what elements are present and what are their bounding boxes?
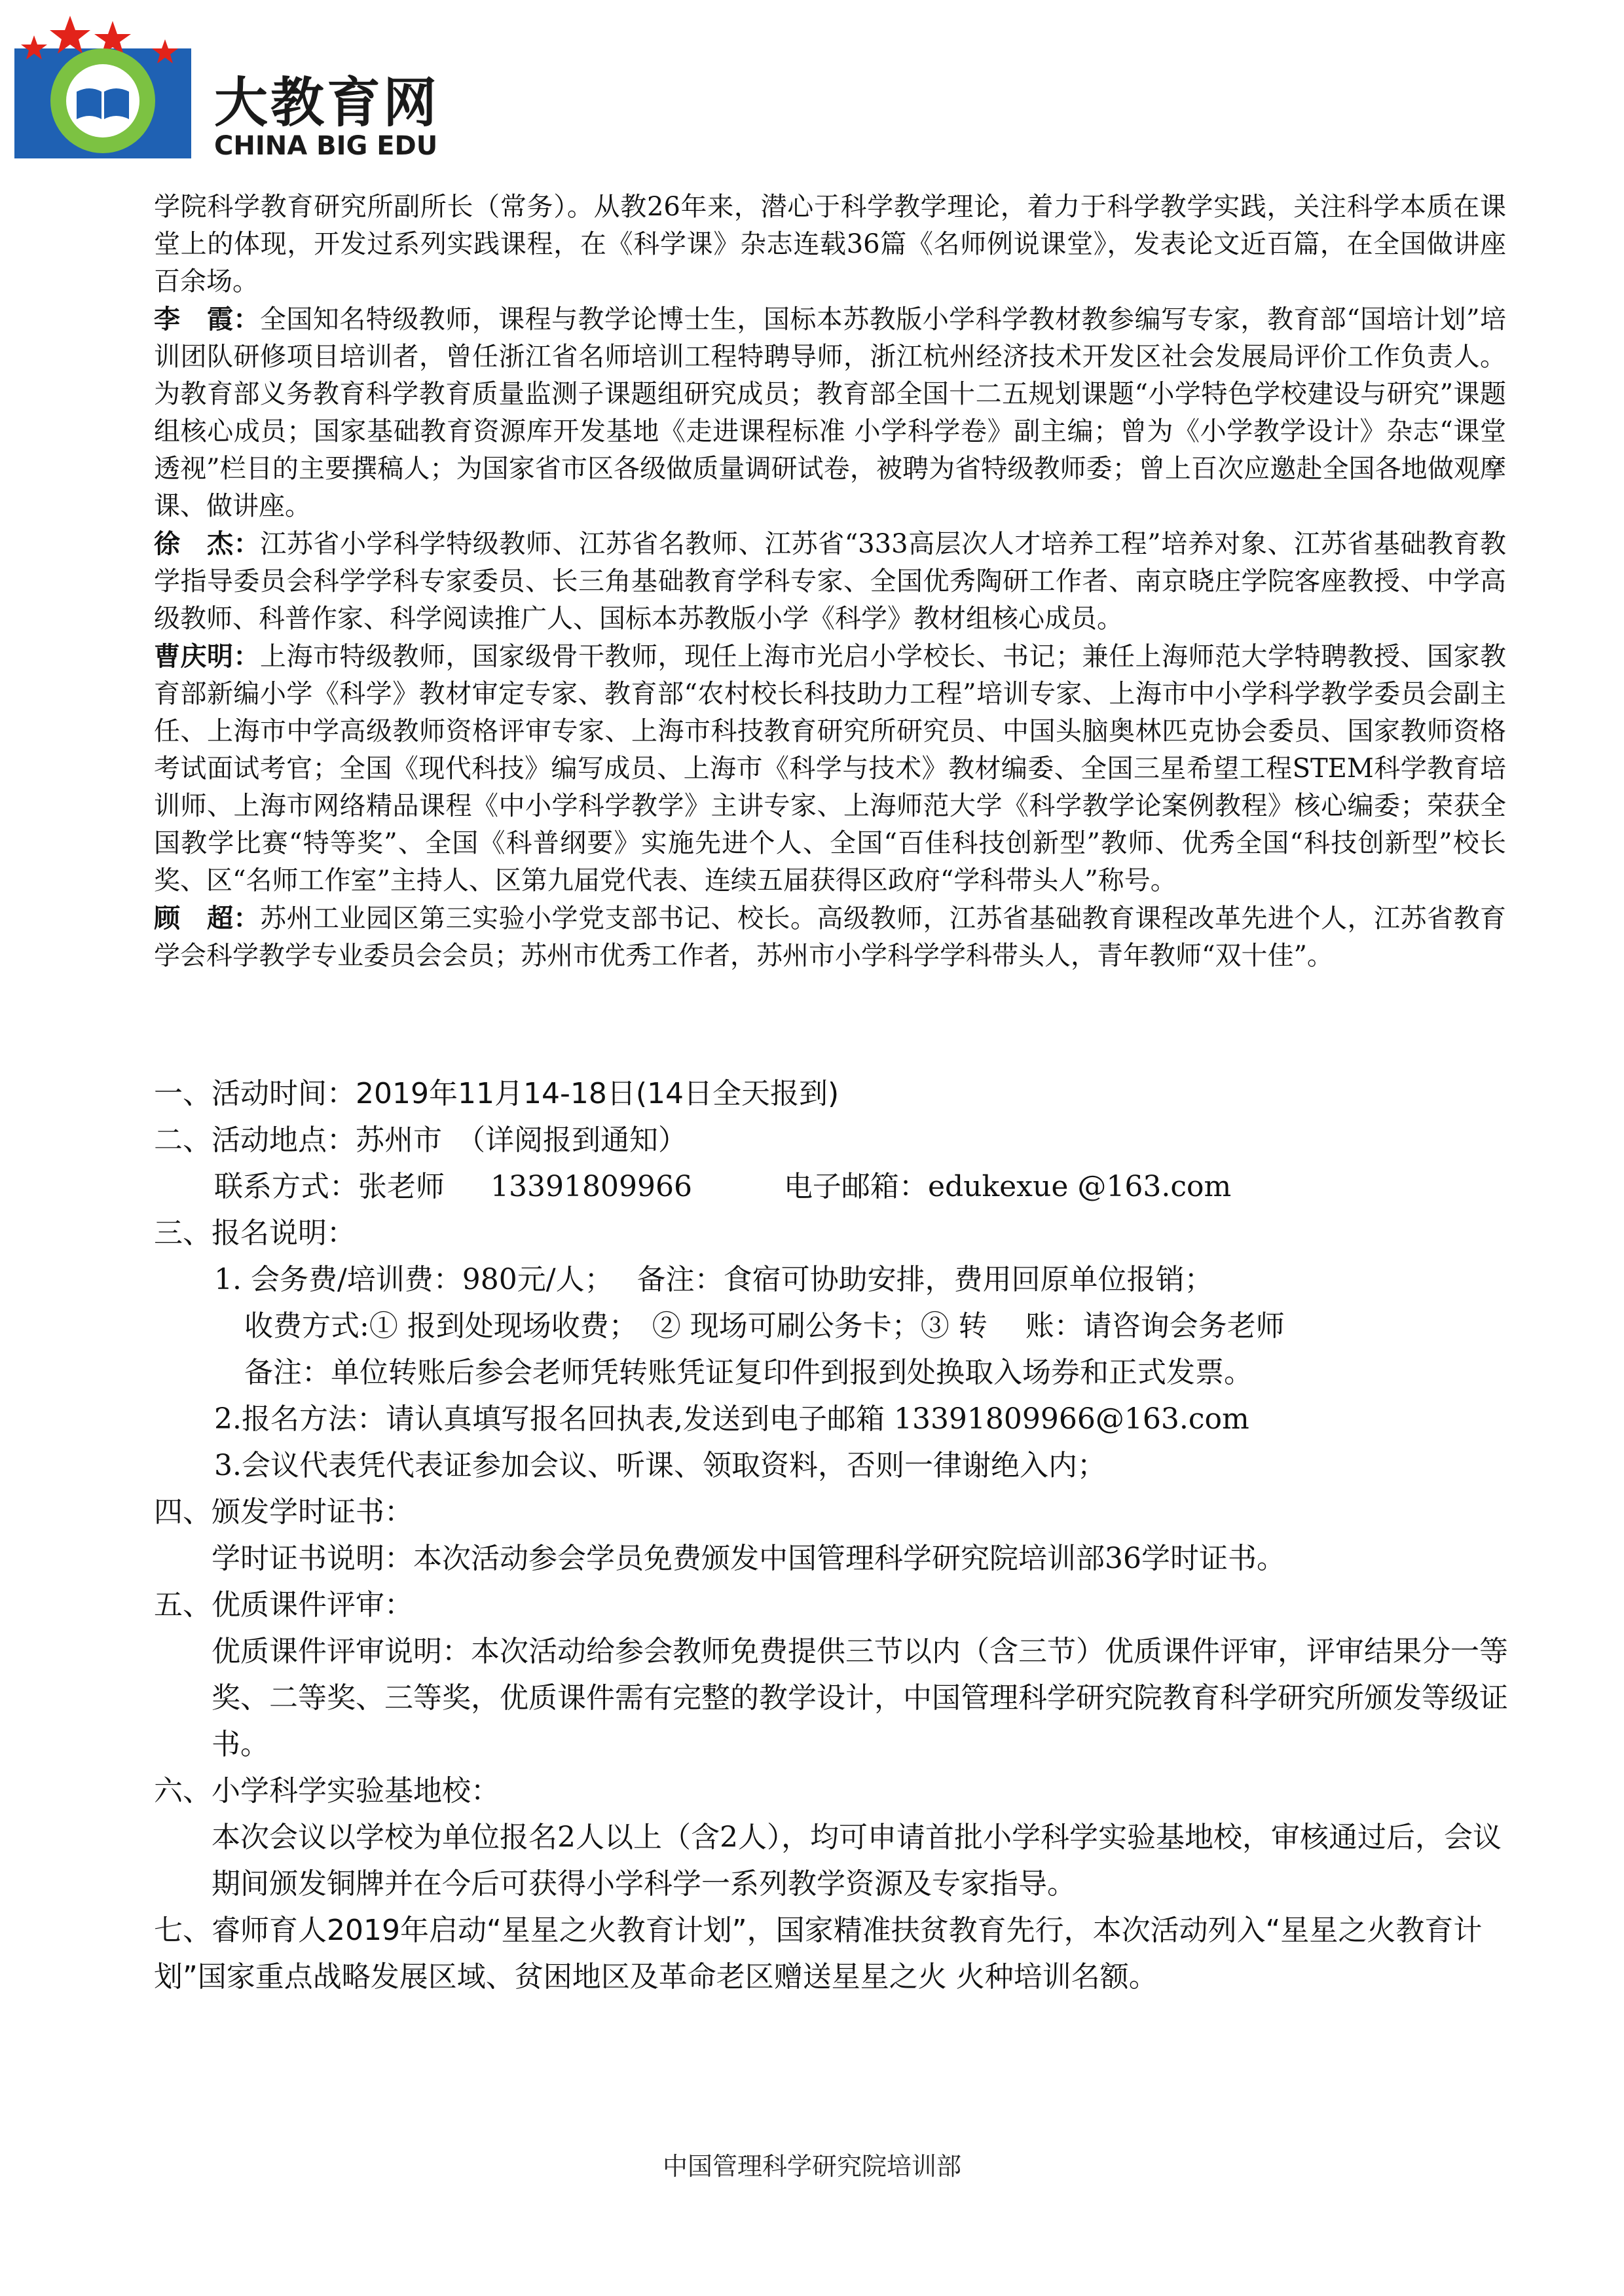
certificate-text: 学时证书说明：本次活动参会学员免费颁发中国管理科学研究院培训部36学时证书。 (212, 1542, 1285, 1575)
bio-item (154, 900, 1506, 975)
courseware-text: 优质课件评审说明：本次活动给参会教师免费提供三节以内（含三节）优质课件评审，评审结果分一等奖、二等奖、三等奖，优质课件需有完整的教学设计，中国管理科学研究院教育科学研究所颁发等级证书。 (212, 1635, 1508, 1761)
section-registration: 三、报名说明： (154, 1216, 356, 1250)
logo (14, 14, 473, 165)
logo-text-en: CHINA BIG EDU (214, 131, 438, 161)
footer-org: 中国管理科学研究院培训部 (662, 2152, 961, 2181)
section-location: 二、活动地点：苏州市 （详阅报到通知） (154, 1123, 687, 1157)
contact-label: 联系方式：张老师 (214, 1170, 445, 1203)
logo-text-cn: 大教育网 (214, 72, 440, 134)
bio-text: 上海市特级教师，国家级骨干教师，现任上海市光启小学校长、书记；兼任上海师范大学特聘教授、国家教育部新编小学《科学》教材审定专家、教育部“农村校长科技助力工程”培训专家、上海市中小学科学教学委员会副主任、上海市中学高级教师资格评审专家、上海市科技教育研究所研究员、中国头脑奥林匹克协会委员、国家教师资格考试面试考官；全国《现代科技》编写成员、上海市《科学与技术》教材编委、全国三星希望工程STEM科学教育培训师、上海市网络精品课程《中小学科学教学》主讲专家、上海师范大学《科学教学论案例教程》核心编委；荣获全国教学比赛“特等奖”、全国《科普纲要》实施先进个人、全国“百佳科技创新型”教师、优秀全国“科技创新型”校长奖、区“名师工作室”主持人、区第九届党代表、连续五届获得区政府“学科带头人”称号。 (154, 642, 1506, 896)
logo-emblem-icon (14, 14, 204, 165)
section-time: 一、活动时间：2019年11月14-18日(14日全天报到) (154, 1077, 840, 1110)
section-spark-plan: 七、睿师育人2019年启动“星星之火教育计划”，国家精准扶贫教育先行，本次活动列入“星星之火教育计划”国家重点战略发展区域、贫困地区及革命老区赠送星星之火 火种培训名额。 (154, 1914, 1483, 1994)
section-courseware: 五、优质课件评审： (154, 1588, 413, 1622)
event-details (154, 1070, 1516, 2000)
bio-name: 曹庆明： (154, 641, 260, 672)
section-base-school: 六、小学科学实验基地校： (154, 1774, 500, 1808)
bio-item (154, 301, 1506, 525)
payment-note: 备注：单位转账后参会老师凭转账凭证复印件到报到处换取入场券和正式发票。 (244, 1356, 1253, 1389)
registration-rule: 3.会议代表凭代表证参加会议、听课、领取资料，否则一律谢绝入内； (214, 1449, 1106, 1482)
bio-text: 全国知名特级教师，课程与教学论博士生，国标本苏教版小学科学教材教参编写专家，教育部“国培计划”培训团队研修项目培训者，曾任浙江省名师培训工程特聘导师，浙江杭州经济技术开发区社会发展局评价工作负责人。为教育部义务教育科学教育质量监测子课题组研究成员；教育部全国十二五规划课题“小学特色学校建设与研究”课题组核心成员；国家基础教育资源库开发基地《走进课程标准 小学科学卷》副主编；曾为《小学教学设计》杂志“课堂透视”栏目的主要撰稿人；为国家省市区各级做质量调研试卷，被聘为省特级教师委；曾上百次应邀赴全国各地做观摩课、做讲座。 (154, 304, 1506, 521)
bio-intro: 学院科学教育研究所副所长（常务）。从教26年来，潜心于科学教学理论，着力于科学教学实践，关注科学本质在课堂上的体现，开发过系列实践课程，在《科学课》杂志连载36篇《名师例说课堂》，发表论文近百篇，在全国做讲座百余场。 (154, 192, 1506, 297)
bio-item (154, 638, 1506, 900)
bio-name: 顾 超： (154, 903, 260, 934)
payment-methods: 收费方式:① 报到处现场收费； ② 现场可刷公务卡；③ 转 账：请咨询会务老师 (244, 1309, 1285, 1343)
bio-name: 李 霞： (154, 304, 260, 335)
bio-text: 苏州工业园区第三实验小学党支部书记、校长。高级教师，江苏省基础教育课程改革先进个人，江苏省教育学会科学教学专业委员会会员；苏州市优秀工作者，苏州市小学科学学科带头人，青年教师“双十佳”。 (154, 903, 1506, 971)
registration-method: 2.报名方法：请认真填写报名回执表,发送到电子邮箱 13391809966@163.com (214, 1402, 1249, 1436)
base-school-text: 本次会议以学校为单位报名2人以上（含2人），均可申请首批小学科学实验基地校，审核通过后，会议期间颁发铜牌并在今后可获得小学科学一系列教学资源及专家指导。 (212, 1821, 1502, 1901)
contact-line (154, 1163, 1516, 1210)
contact-email[interactable]: edukexue @163.com (927, 1170, 1232, 1203)
registration-fee: 1. 会务费/培训费：980元/人； 备注：食宿可协助安排，费用回原单位报销； (214, 1263, 1213, 1296)
bio-section (154, 189, 1506, 975)
email-label: 电子邮箱： (783, 1170, 928, 1203)
section-certificate: 四、颁发学时证书： (154, 1495, 413, 1529)
contact-phone: 13391809966 (490, 1170, 692, 1203)
bio-item (154, 525, 1506, 638)
bio-text: 江苏省小学科学特级教师、江苏省名教师、江苏省“333高层次人才培养工程”培养对象、江苏省基础教育教学指导委员会科学学科专家委员、长三角基础教育学科专家、全国优秀陶研工作者、南京晓庄学院客座教授、中学高级教师、科普作家、科学阅读推广人、国标本苏教版小学《科学》教材组核心成员。 (154, 529, 1506, 634)
bio-name: 徐 杰： (154, 528, 261, 559)
